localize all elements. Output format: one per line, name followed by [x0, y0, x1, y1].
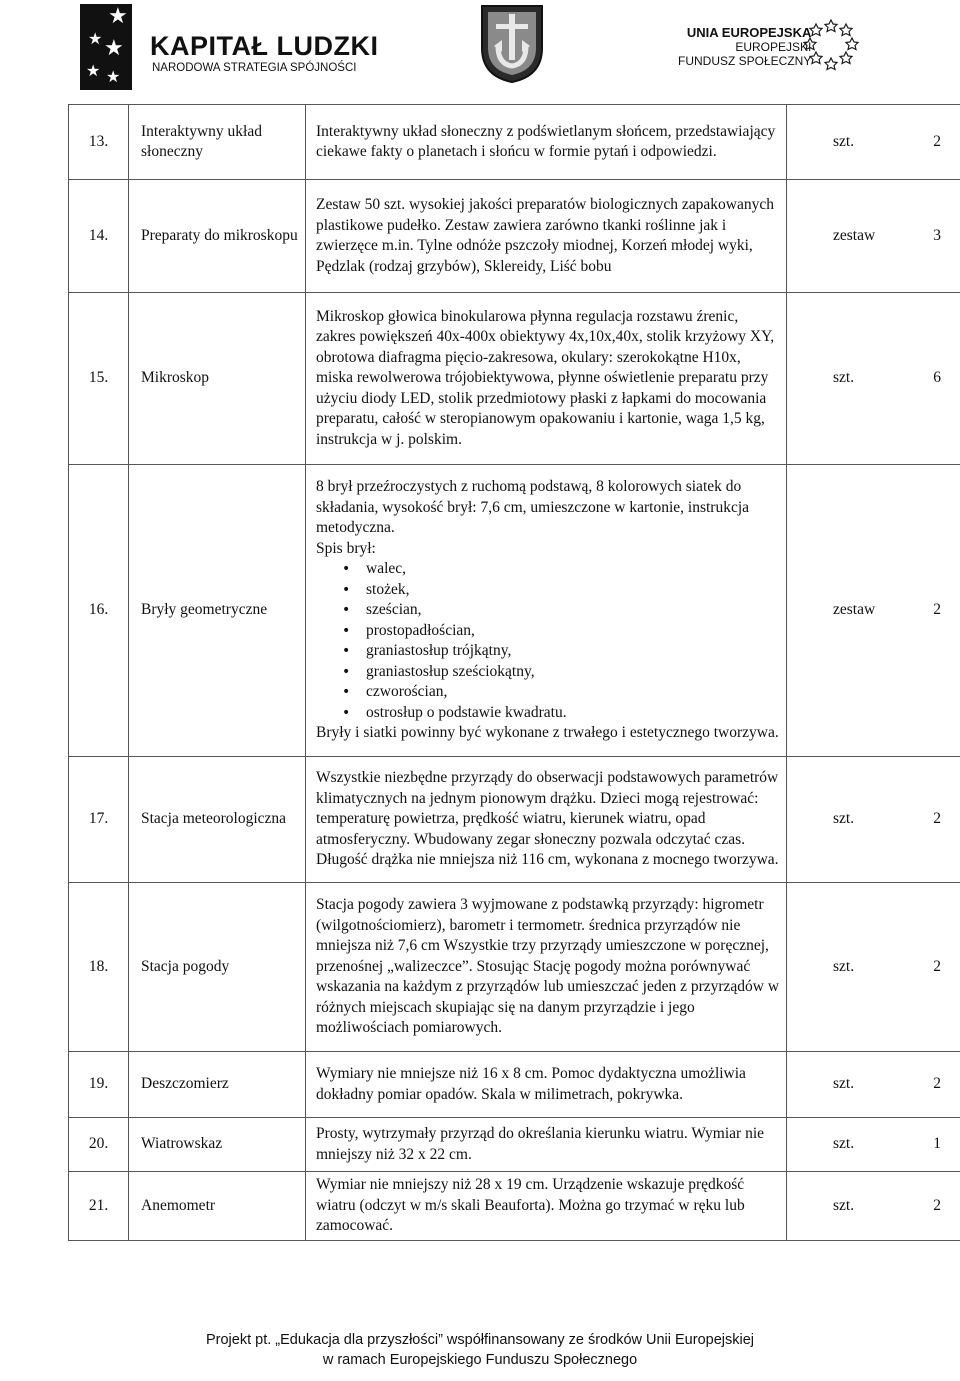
list-item: • graniastosłup sześciokątny,: [366, 662, 780, 683]
item-description: Interaktywny układ słoneczny z podświetlanym słońcem, przedstawiający ciekawe fakty o planetach i słońcu w formie pytań i odpowiedzi.: [306, 105, 787, 180]
item-name: Interaktywny układ słoneczny: [129, 105, 306, 180]
item-description: Mikroskop głowica binokularowa płynna regulacja rozstawu źrenic, zakres powiększeń 40x-400x obiektywy 4x,10x,40x, stolik krzyżowy XY, obrotowa diafragma pięcio-zakresowa, okulary: szerokokątne H10x, miska rewolwerowa trójobiektywowa, płynne oświetlenie preparatu przy użyciu diody LED, stolik przedmiotowy płaski z łapkami do mocowania preparatu, całość w steropianowym opakowaniu i kartonie, waga 1,5 kg, instrukcja w j. polskim.: [306, 293, 787, 465]
list-item: • graniastosłup trójkątny,: [366, 641, 780, 662]
quantity-value: 2: [933, 601, 941, 619]
ue-text: [678, 26, 811, 68]
unit-label: szt.: [833, 1075, 855, 1093]
ue-line1: UNIA EUROPEJSKA: [686, 25, 812, 40]
table-row: [69, 1172, 960, 1241]
row-number: 15.: [69, 293, 129, 465]
quantity-value: 2: [933, 1196, 941, 1214]
list-item: • ostrosłup o podstawie kwadratu.: [366, 703, 780, 724]
solids-list: [316, 559, 780, 723]
table-row: [69, 1052, 960, 1118]
row-number: 18.: [69, 883, 129, 1052]
unit-label: szt.: [833, 1196, 855, 1214]
row-number: 17.: [69, 757, 129, 883]
star-icon: ★: [104, 36, 124, 61]
item-name: Deszczomierz: [129, 1052, 306, 1118]
table-row: [69, 293, 960, 465]
list-item: • prostopadłościan,: [366, 621, 780, 642]
quantity-cell: [787, 1052, 960, 1118]
page-header: [0, 0, 960, 100]
item-name: Stacja pogody: [129, 883, 306, 1052]
item-description: Zestaw 50 szt. wysokiej jakości preparatów biologicznych zapakowanych plastikowe pudełko. Zestaw zawiera zarówno tkanki roślinne jak i zwierzęce m.in. Tylne odnóże pszczoły miodnej, Korzeń młodej wyki, Pędzlak (rodzaj grzybów), Sklereidy, Liść bobu: [306, 180, 787, 293]
table-row: [69, 883, 960, 1052]
item-description: Stacja pogody zawiera 3 wyjmowane z podstawką przyrządy: higrometr (wilgotnościomierz), barometr i termometr. średnica przyrządów nie mniejsza niż 7,6 cm Wszystkie trzy przyrządy umieszczone w poręcznej, przenośnej „walizeczce”. Stosując Stację pogody można porównywać wskazania na każdym z przyrządów lub umieszczać jeden z przyrządów w różnych miejscach skupiając się na danym przyrządzie i jego możliwościach pomiarowych.: [306, 883, 787, 1052]
quantity-value: 2: [933, 1075, 941, 1093]
coat-of-arms-icon: [478, 2, 546, 84]
item-name: Wiatrowskaz: [129, 1118, 306, 1172]
kapital-ludzki-title: KAPITAŁ LUDZKI: [150, 31, 379, 61]
description-list-title: Spis brył:: [316, 539, 376, 557]
list-item: • sześcian,: [366, 600, 780, 621]
item-description: Wymiar nie mniejszy niż 28 x 19 cm. Urządzenie wskazuje prędkość wiatru (odczyt w m/s skali Beauforta). Można go trzymać w ręku lub zamocować.: [306, 1172, 787, 1241]
eu-flag-icon: [800, 14, 862, 72]
footer-line2: w ramach Europejskiego Funduszu Społecznego: [322, 1352, 638, 1368]
quantity-value: 1: [933, 1135, 941, 1153]
table-row: [69, 465, 960, 757]
star-icon: ★: [86, 61, 101, 80]
row-number: 20.: [69, 1118, 129, 1172]
quantity-value: 3: [933, 226, 941, 244]
quantity-cell: [787, 757, 960, 883]
quantity-value: 6: [933, 369, 941, 387]
kapital-ludzki-logo: [80, 4, 132, 90]
table-row: [69, 1118, 960, 1172]
unit-label: szt.: [833, 957, 855, 975]
quantity-value: 2: [933, 132, 941, 150]
item-name: Anemometr: [129, 1172, 306, 1241]
quantity-value: 2: [933, 957, 941, 975]
footer-line1: Projekt pt. „Edukacja dla przyszłości” współfinansowany ze środków Unii Europejskiej: [205, 1332, 754, 1348]
row-number: 14.: [69, 180, 129, 293]
unit-label: szt.: [833, 810, 855, 828]
item-description: Wszystkie niezbędne przyrządy do obserwacji podstawowych parametrów klimatycznych na jednym pionowym drążku. Dzieci mogą rejestrować: temperaturę powietrza, prędkość wiatru, kierunek wiatru, opad atmosferyczny. Wbudowany zegar słoneczny pozwala odczytać czas. Długość drążka nie mniejsza niż 116 cm, wykonana z mocnego tworzywa.: [306, 757, 787, 883]
star-icon: ★: [108, 4, 128, 29]
equipment-table: [68, 104, 960, 1241]
item-name: Mikroskop: [129, 293, 306, 465]
quantity-cell: [787, 293, 960, 465]
quantity-cell: [787, 105, 960, 180]
row-number: 21.: [69, 1172, 129, 1241]
description-outro: Bryły i siatki powinny być wykonane z trwałego i estetycznego tworzywa.: [316, 724, 779, 742]
star-icon: ★: [106, 67, 121, 86]
unit-label: zestaw: [833, 601, 876, 619]
unit-label: szt.: [833, 1135, 855, 1153]
quantity-cell: [787, 465, 960, 757]
row-number: 19.: [69, 1052, 129, 1118]
quantity-cell: [787, 180, 960, 293]
description-intro: 8 brył przeźroczystych z ruchomą podstawą, 8 kolorowych siatek do składania, wysokość brył: 7,6 cm, umieszczone w kartonie, instrukcja metodyczna.: [316, 478, 750, 537]
unit-label: zestaw: [833, 226, 876, 244]
ue-line2: EUROPEJSKI: [735, 40, 812, 54]
unit-label: szt.: [833, 369, 855, 387]
item-description: [306, 465, 787, 757]
list-item: • walec,: [366, 559, 780, 580]
list-item: • stożek,: [366, 580, 780, 601]
item-name: Stacja meteorologiczna: [129, 757, 306, 883]
quantity-cell: [787, 883, 960, 1052]
page-footer: [0, 1330, 960, 1370]
table-row: [69, 105, 960, 180]
item-name: Preparaty do mikroskopu: [129, 180, 306, 293]
ue-line3: FUNDUSZ SPOŁECZNY: [678, 54, 812, 68]
list-item: • czworościan,: [366, 682, 780, 703]
table-row: [69, 180, 960, 293]
row-number: 16.: [69, 465, 129, 757]
unit-label: szt.: [833, 132, 855, 150]
star-icon: ★: [88, 29, 103, 48]
row-number: 13.: [69, 105, 129, 180]
item-description: Wymiary nie mniejsze niż 16 x 8 cm. Pomoc dydaktyczna umożliwia dokładny pomiar opadów. Skala w milimetrach, pokrywka.: [306, 1052, 787, 1118]
quantity-cell: [787, 1118, 960, 1172]
table-row: [69, 757, 960, 883]
kapital-ludzki-subtitle: NARODOWA STRATEGIA SPÓJNOŚCI: [152, 62, 357, 74]
quantity-cell: [787, 1172, 960, 1241]
quantity-value: 2: [933, 810, 941, 828]
item-description: Prosty, wytrzymały przyrząd do określania kierunku wiatru. Wymiar nie mniejszy niż 32 x 22 cm.: [306, 1118, 787, 1172]
item-name: Bryły geometryczne: [129, 465, 306, 757]
